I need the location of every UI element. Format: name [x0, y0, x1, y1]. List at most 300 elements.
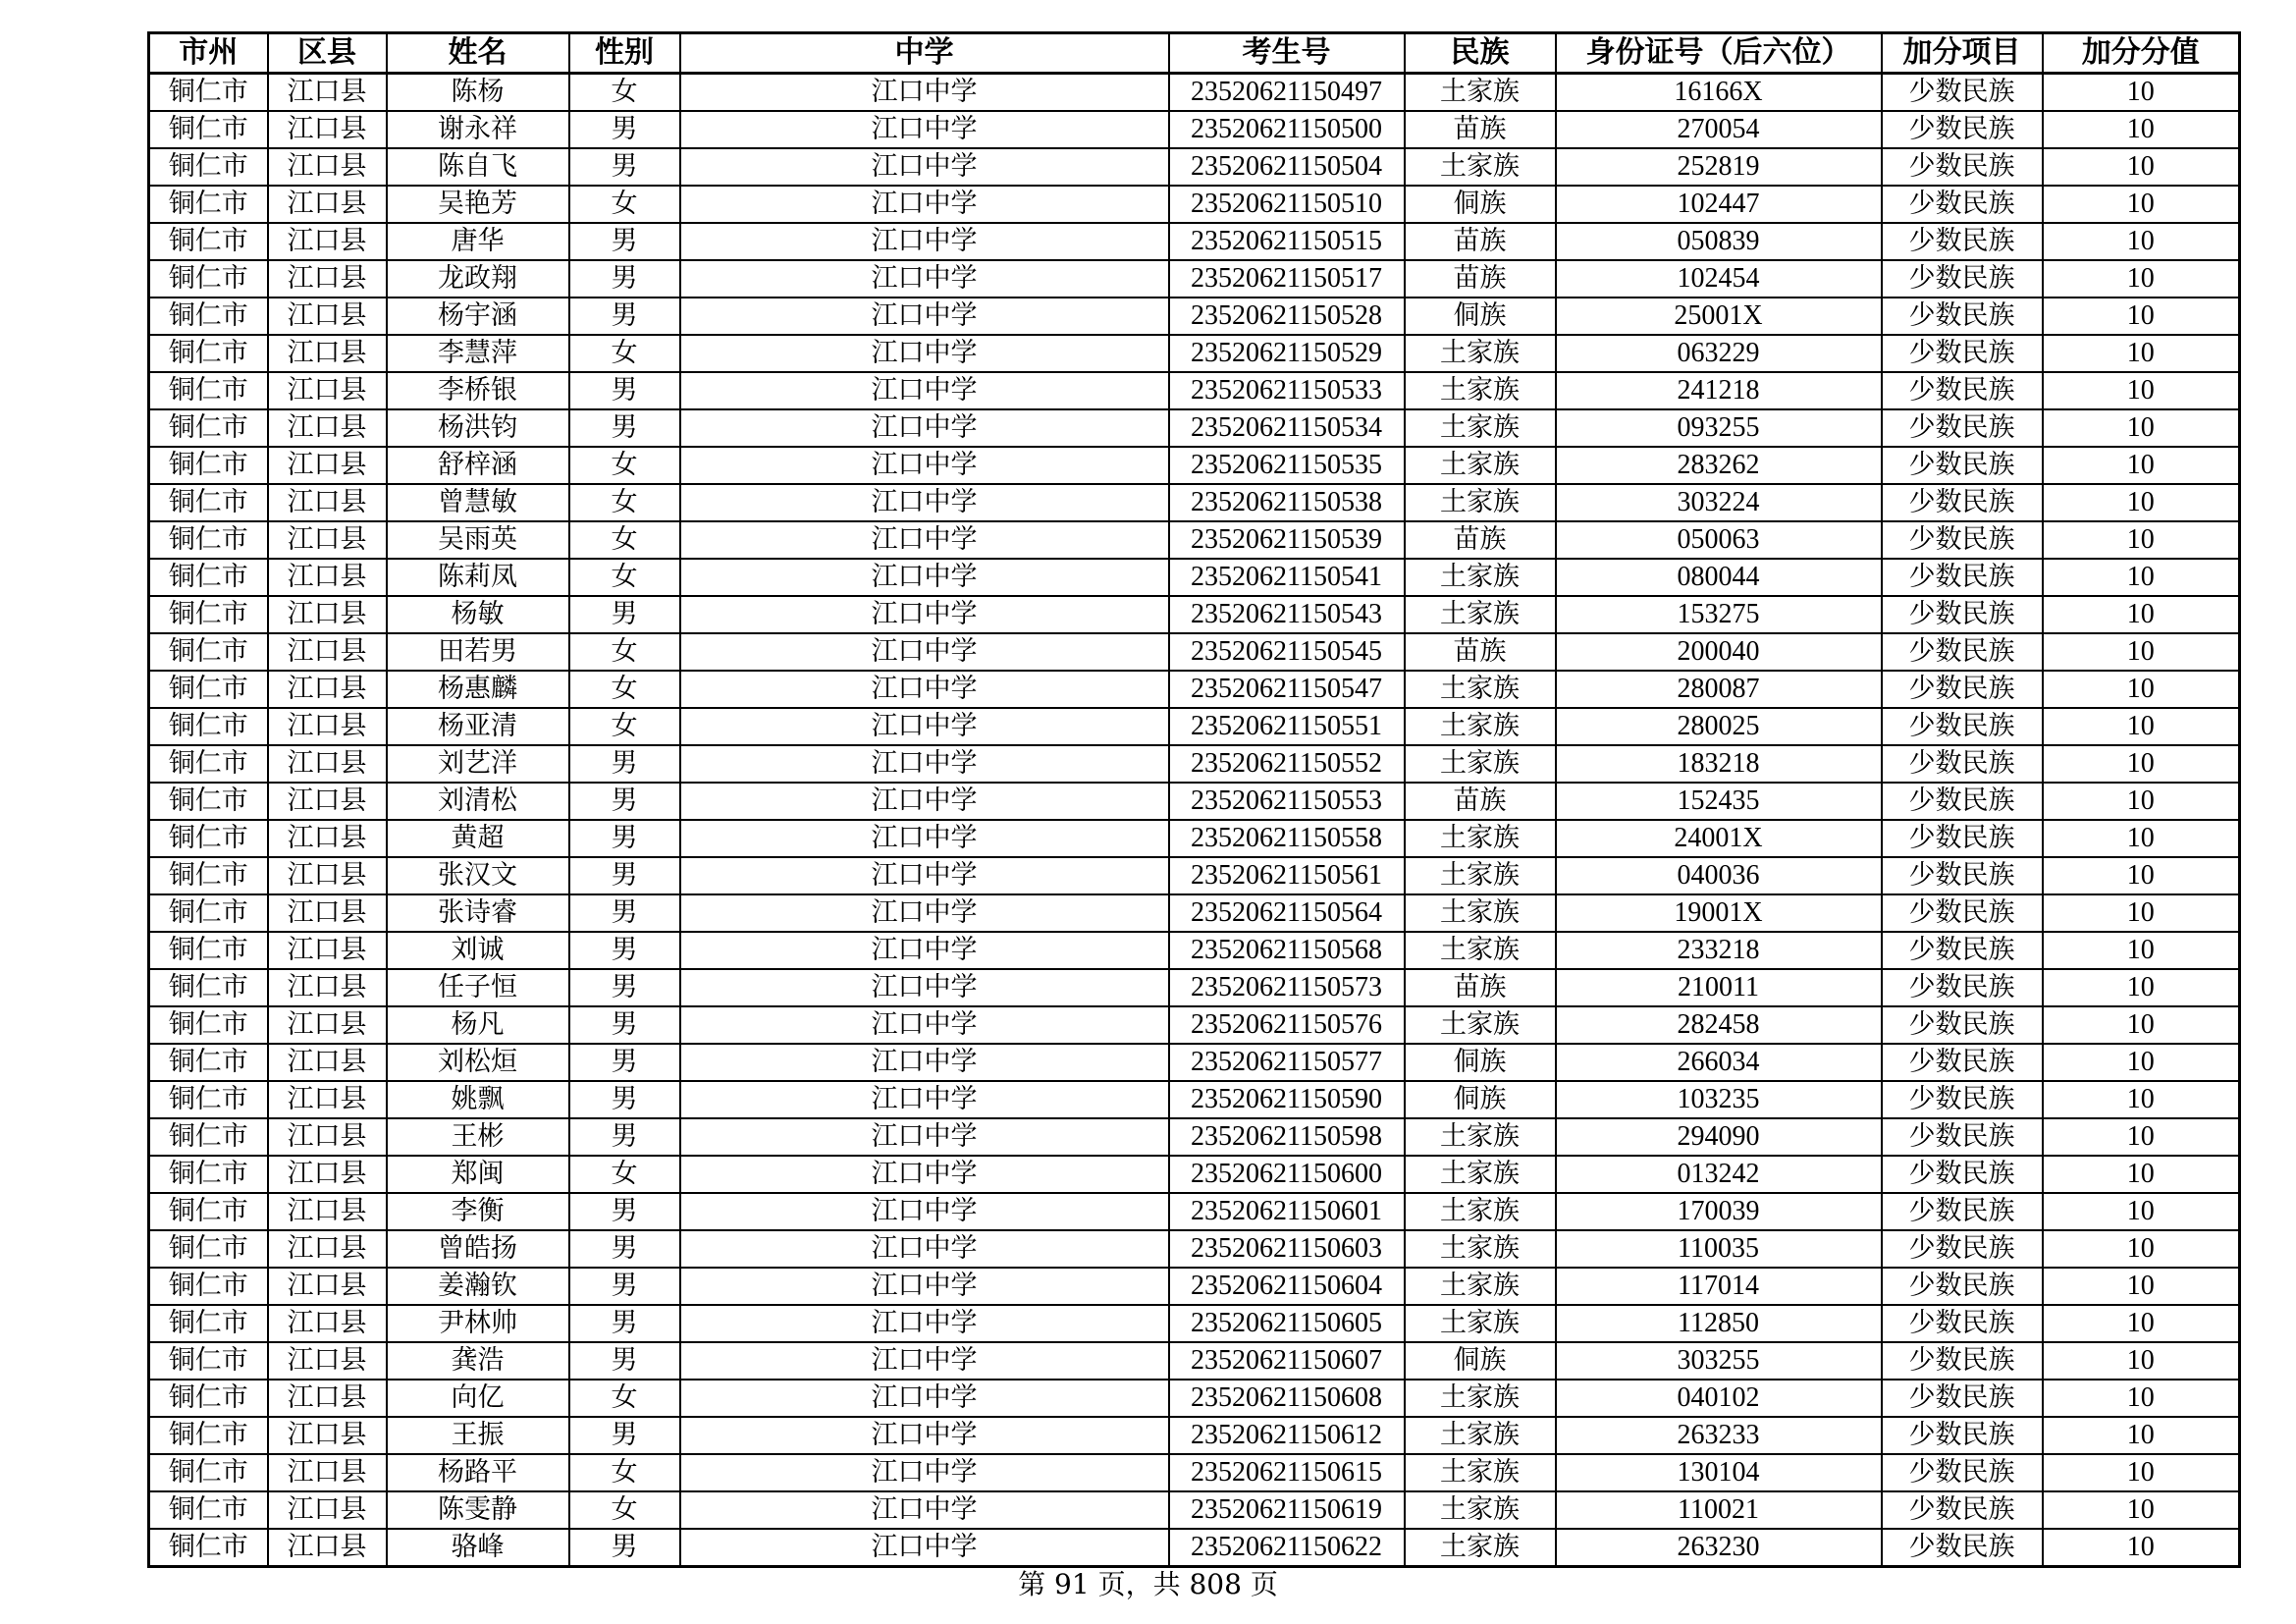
- table-row: [149, 1491, 2240, 1529]
- cell-id-last-six: 050063: [1556, 521, 1882, 559]
- cell-bonus-item: 少数民族: [1882, 1342, 2043, 1380]
- cell-school: 江口中学: [680, 596, 1169, 633]
- cell-school: 江口中学: [680, 857, 1169, 894]
- cell-city: 铜仁市: [149, 1342, 268, 1380]
- cell-ethnicity: 土家族: [1405, 409, 1556, 447]
- cell-exam-number: 23520621150601: [1169, 1193, 1405, 1230]
- cell-id-last-six: 110021: [1556, 1491, 1882, 1529]
- cell-gender: 女: [569, 1454, 680, 1491]
- table-row: [149, 223, 2240, 260]
- cell-bonus-points: 10: [2043, 260, 2240, 298]
- cell-city: 铜仁市: [149, 1006, 268, 1044]
- header-city: 市州: [149, 33, 268, 74]
- cell-name: 李桥银: [387, 372, 569, 409]
- cell-school: 江口中学: [680, 372, 1169, 409]
- cell-bonus-points: 10: [2043, 1529, 2240, 1567]
- cell-school: 江口中学: [680, 1268, 1169, 1305]
- cell-school: 江口中学: [680, 484, 1169, 521]
- cell-name: 张汉文: [387, 857, 569, 894]
- cell-bonus-points: 10: [2043, 894, 2240, 932]
- cell-county: 江口县: [268, 186, 387, 223]
- cell-school: 江口中学: [680, 447, 1169, 484]
- cell-city: 铜仁市: [149, 671, 268, 708]
- cell-name: 李衡: [387, 1193, 569, 1230]
- cell-id-last-six: 270054: [1556, 111, 1882, 148]
- cell-id-last-six: 263233: [1556, 1417, 1882, 1454]
- cell-bonus-item: 少数民族: [1882, 1081, 2043, 1118]
- cell-school: 江口中学: [680, 708, 1169, 745]
- cell-county: 江口县: [268, 1342, 387, 1380]
- cell-name: 杨凡: [387, 1006, 569, 1044]
- cell-id-last-six: 263230: [1556, 1529, 1882, 1567]
- cell-id-last-six: 112850: [1556, 1305, 1882, 1342]
- cell-school: 江口中学: [680, 1193, 1169, 1230]
- cell-city: 铜仁市: [149, 633, 268, 671]
- cell-bonus-item: 少数民族: [1882, 148, 2043, 186]
- cell-bonus-points: 10: [2043, 633, 2240, 671]
- cell-bonus-item: 少数民族: [1882, 633, 2043, 671]
- cell-county: 江口县: [268, 1193, 387, 1230]
- cell-name: 骆峰: [387, 1529, 569, 1567]
- cell-id-last-six: 063229: [1556, 335, 1882, 372]
- cell-name: 田若男: [387, 633, 569, 671]
- table-row: [149, 671, 2240, 708]
- cell-school: 江口中学: [680, 1491, 1169, 1529]
- cell-county: 江口县: [268, 1230, 387, 1268]
- cell-name: 姚飘: [387, 1081, 569, 1118]
- cell-id-last-six: 280025: [1556, 708, 1882, 745]
- cell-school: 江口中学: [680, 1081, 1169, 1118]
- header-county: 区县: [268, 33, 387, 74]
- cell-bonus-points: 10: [2043, 409, 2240, 447]
- cell-bonus-points: 10: [2043, 969, 2240, 1006]
- cell-ethnicity: 土家族: [1405, 1268, 1556, 1305]
- cell-bonus-item: 少数民族: [1882, 708, 2043, 745]
- cell-bonus-item: 少数民族: [1882, 335, 2043, 372]
- cell-exam-number: 23520621150517: [1169, 260, 1405, 298]
- cell-name: 李慧萍: [387, 335, 569, 372]
- table-row: [149, 1417, 2240, 1454]
- cell-exam-number: 23520621150605: [1169, 1305, 1405, 1342]
- cell-name: 杨惠麟: [387, 671, 569, 708]
- header-bonus-item: 加分项目: [1882, 33, 2043, 74]
- cell-bonus-points: 10: [2043, 1044, 2240, 1081]
- cell-gender: 男: [569, 1529, 680, 1567]
- cell-id-last-six: 013242: [1556, 1156, 1882, 1193]
- cell-name: 刘诚: [387, 932, 569, 969]
- cell-gender: 女: [569, 1156, 680, 1193]
- cell-id-last-six: 266034: [1556, 1044, 1882, 1081]
- cell-ethnicity: 侗族: [1405, 1342, 1556, 1380]
- cell-city: 铜仁市: [149, 783, 268, 820]
- cell-bonus-item: 少数民族: [1882, 1006, 2043, 1044]
- cell-bonus-points: 10: [2043, 1342, 2240, 1380]
- cell-ethnicity: 土家族: [1405, 671, 1556, 708]
- cell-bonus-item: 少数民族: [1882, 484, 2043, 521]
- cell-school: 江口中学: [680, 1454, 1169, 1491]
- cell-gender: 男: [569, 932, 680, 969]
- cell-id-last-six: 303224: [1556, 484, 1882, 521]
- cell-county: 江口县: [268, 1006, 387, 1044]
- cell-name: 姜瀚钦: [387, 1268, 569, 1305]
- cell-ethnicity: 土家族: [1405, 372, 1556, 409]
- cell-bonus-item: 少数民族: [1882, 1193, 2043, 1230]
- cell-city: 铜仁市: [149, 1268, 268, 1305]
- cell-exam-number: 23520621150497: [1169, 74, 1405, 112]
- cell-city: 铜仁市: [149, 1491, 268, 1529]
- cell-ethnicity: 土家族: [1405, 820, 1556, 857]
- cell-ethnicity: 土家族: [1405, 148, 1556, 186]
- cell-ethnicity: 土家族: [1405, 708, 1556, 745]
- table-row: [149, 1305, 2240, 1342]
- cell-name: 陈莉凤: [387, 559, 569, 596]
- cell-county: 江口县: [268, 1156, 387, 1193]
- cell-county: 江口县: [268, 484, 387, 521]
- cell-gender: 男: [569, 409, 680, 447]
- cell-name: 龙政翔: [387, 260, 569, 298]
- cell-id-last-six: 117014: [1556, 1268, 1882, 1305]
- cell-school: 江口中学: [680, 335, 1169, 372]
- cell-bonus-points: 10: [2043, 932, 2240, 969]
- cell-id-last-six: 130104: [1556, 1454, 1882, 1491]
- cell-name: 刘清松: [387, 783, 569, 820]
- header-school: 中学: [680, 33, 1169, 74]
- cell-exam-number: 23520621150615: [1169, 1454, 1405, 1491]
- cell-bonus-points: 10: [2043, 372, 2240, 409]
- cell-county: 江口县: [268, 596, 387, 633]
- cell-school: 江口中学: [680, 671, 1169, 708]
- cell-school: 江口中学: [680, 1156, 1169, 1193]
- cell-school: 江口中学: [680, 409, 1169, 447]
- cell-bonus-points: 10: [2043, 1380, 2240, 1417]
- cell-ethnicity: 土家族: [1405, 1491, 1556, 1529]
- cell-exam-number: 23520621150608: [1169, 1380, 1405, 1417]
- cell-county: 江口县: [268, 1454, 387, 1491]
- cell-exam-number: 23520621150576: [1169, 1006, 1405, 1044]
- cell-county: 江口县: [268, 1305, 387, 1342]
- cell-county: 江口县: [268, 559, 387, 596]
- cell-gender: 男: [569, 1006, 680, 1044]
- cell-ethnicity: 土家族: [1405, 484, 1556, 521]
- cell-exam-number: 23520621150598: [1169, 1118, 1405, 1156]
- cell-county: 江口县: [268, 1491, 387, 1529]
- cell-id-last-six: 280087: [1556, 671, 1882, 708]
- cell-bonus-item: 少数民族: [1882, 559, 2043, 596]
- cell-county: 江口县: [268, 1044, 387, 1081]
- cell-id-last-six: 303255: [1556, 1342, 1882, 1380]
- cell-gender: 女: [569, 484, 680, 521]
- table-row: [149, 1454, 2240, 1491]
- cell-name: 王彬: [387, 1118, 569, 1156]
- cell-county: 江口县: [268, 111, 387, 148]
- cell-school: 江口中学: [680, 298, 1169, 335]
- cell-city: 铜仁市: [149, 1156, 268, 1193]
- cell-gender: 女: [569, 335, 680, 372]
- cell-county: 江口县: [268, 857, 387, 894]
- cell-bonus-item: 少数民族: [1882, 1044, 2043, 1081]
- cell-name: 杨亚清: [387, 708, 569, 745]
- cell-gender: 男: [569, 1268, 680, 1305]
- cell-exam-number: 23520621150573: [1169, 969, 1405, 1006]
- cell-bonus-points: 10: [2043, 111, 2240, 148]
- cell-city: 铜仁市: [149, 298, 268, 335]
- cell-id-last-six: 170039: [1556, 1193, 1882, 1230]
- cell-ethnicity: 苗族: [1405, 260, 1556, 298]
- cell-bonus-item: 少数民族: [1882, 671, 2043, 708]
- cell-name: 谢永祥: [387, 111, 569, 148]
- header-ethnicity: 民族: [1405, 33, 1556, 74]
- table-row: [149, 298, 2240, 335]
- cell-bonus-points: 10: [2043, 1156, 2240, 1193]
- cell-bonus-item: 少数民族: [1882, 820, 2043, 857]
- cell-bonus-item: 少数民族: [1882, 409, 2043, 447]
- cell-bonus-item: 少数民族: [1882, 372, 2043, 409]
- cell-county: 江口县: [268, 223, 387, 260]
- table-row: [149, 969, 2240, 1006]
- cell-id-last-six: 110035: [1556, 1230, 1882, 1268]
- cell-gender: 男: [569, 1342, 680, 1380]
- cell-id-last-six: 16166X: [1556, 74, 1882, 112]
- cell-school: 江口中学: [680, 1118, 1169, 1156]
- cell-ethnicity: 土家族: [1405, 74, 1556, 112]
- cell-gender: 女: [569, 74, 680, 112]
- cell-exam-number: 23520621150533: [1169, 372, 1405, 409]
- cell-county: 江口县: [268, 1529, 387, 1567]
- cell-county: 江口县: [268, 1118, 387, 1156]
- table-row: [149, 111, 2240, 148]
- cell-id-last-six: 152435: [1556, 783, 1882, 820]
- cell-exam-number: 23520621150551: [1169, 708, 1405, 745]
- cell-school: 江口中学: [680, 1342, 1169, 1380]
- cell-gender: 女: [569, 708, 680, 745]
- cell-ethnicity: 土家族: [1405, 1380, 1556, 1417]
- cell-city: 铜仁市: [149, 1118, 268, 1156]
- cell-bonus-points: 10: [2043, 671, 2240, 708]
- cell-id-last-six: 25001X: [1556, 298, 1882, 335]
- cell-gender: 男: [569, 783, 680, 820]
- cell-ethnicity: 土家族: [1405, 894, 1556, 932]
- cell-id-last-six: 183218: [1556, 745, 1882, 783]
- cell-gender: 男: [569, 1417, 680, 1454]
- cell-county: 江口县: [268, 372, 387, 409]
- cell-school: 江口中学: [680, 783, 1169, 820]
- cell-exam-number: 23520621150539: [1169, 521, 1405, 559]
- cell-county: 江口县: [268, 783, 387, 820]
- cell-bonus-item: 少数民族: [1882, 596, 2043, 633]
- cell-id-last-six: 050839: [1556, 223, 1882, 260]
- cell-name: 曾皓扬: [387, 1230, 569, 1268]
- cell-name: 唐华: [387, 223, 569, 260]
- cell-school: 江口中学: [680, 820, 1169, 857]
- cell-bonus-item: 少数民族: [1882, 932, 2043, 969]
- cell-gender: 男: [569, 1230, 680, 1268]
- cell-ethnicity: 土家族: [1405, 1454, 1556, 1491]
- cell-county: 江口县: [268, 298, 387, 335]
- cell-ethnicity: 土家族: [1405, 1006, 1556, 1044]
- table-body: [149, 74, 2240, 1567]
- cell-gender: 女: [569, 447, 680, 484]
- cell-city: 铜仁市: [149, 148, 268, 186]
- cell-ethnicity: 苗族: [1405, 969, 1556, 1006]
- cell-city: 铜仁市: [149, 969, 268, 1006]
- cell-name: 陈雯静: [387, 1491, 569, 1529]
- cell-ethnicity: 苗族: [1405, 223, 1556, 260]
- cell-bonus-item: 少数民族: [1882, 447, 2043, 484]
- cell-exam-number: 23520621150600: [1169, 1156, 1405, 1193]
- cell-school: 江口中学: [680, 1230, 1169, 1268]
- table-row: [149, 559, 2240, 596]
- cell-name: 杨宇涵: [387, 298, 569, 335]
- cell-city: 铜仁市: [149, 708, 268, 745]
- cell-bonus-points: 10: [2043, 521, 2240, 559]
- cell-ethnicity: 土家族: [1405, 1417, 1556, 1454]
- table-row: [149, 708, 2240, 745]
- cell-exam-number: 23520621150510: [1169, 186, 1405, 223]
- cell-bonus-points: 10: [2043, 148, 2240, 186]
- cell-gender: 男: [569, 820, 680, 857]
- cell-ethnicity: 土家族: [1405, 559, 1556, 596]
- cell-ethnicity: 土家族: [1405, 1156, 1556, 1193]
- cell-ethnicity: 土家族: [1405, 335, 1556, 372]
- table-row: [149, 745, 2240, 783]
- cell-bonus-points: 10: [2043, 223, 2240, 260]
- cell-id-last-six: 210011: [1556, 969, 1882, 1006]
- cell-bonus-points: 10: [2043, 298, 2240, 335]
- cell-ethnicity: 侗族: [1405, 186, 1556, 223]
- cell-school: 江口中学: [680, 186, 1169, 223]
- cell-gender: 女: [569, 559, 680, 596]
- cell-county: 江口县: [268, 521, 387, 559]
- table-row: [149, 447, 2240, 484]
- table-header-row: [149, 33, 2240, 74]
- cell-city: 铜仁市: [149, 894, 268, 932]
- cell-county: 江口县: [268, 409, 387, 447]
- cell-exam-number: 23520621150553: [1169, 783, 1405, 820]
- cell-bonus-item: 少数民族: [1882, 1380, 2043, 1417]
- cell-id-last-six: 040036: [1556, 857, 1882, 894]
- cell-ethnicity: 土家族: [1405, 1305, 1556, 1342]
- cell-county: 江口县: [268, 708, 387, 745]
- cell-school: 江口中学: [680, 1380, 1169, 1417]
- table-row: [149, 1193, 2240, 1230]
- cell-name: 张诗睿: [387, 894, 569, 932]
- cell-gender: 男: [569, 298, 680, 335]
- table-row: [149, 820, 2240, 857]
- cell-name: 尹林帅: [387, 1305, 569, 1342]
- table-row: [149, 1044, 2240, 1081]
- cell-exam-number: 23520621150558: [1169, 820, 1405, 857]
- cell-school: 江口中学: [680, 633, 1169, 671]
- cell-name: 杨洪钧: [387, 409, 569, 447]
- cell-school: 江口中学: [680, 894, 1169, 932]
- cell-city: 铜仁市: [149, 409, 268, 447]
- cell-gender: 男: [569, 745, 680, 783]
- cell-name: 杨敏: [387, 596, 569, 633]
- cell-bonus-points: 10: [2043, 708, 2240, 745]
- table-row: [149, 521, 2240, 559]
- cell-bonus-points: 10: [2043, 484, 2240, 521]
- cell-ethnicity: 土家族: [1405, 1193, 1556, 1230]
- cell-bonus-item: 少数民族: [1882, 298, 2043, 335]
- admission-bonus-table: [147, 31, 2241, 1568]
- cell-bonus-item: 少数民族: [1882, 1417, 2043, 1454]
- cell-city: 铜仁市: [149, 820, 268, 857]
- cell-county: 江口县: [268, 1268, 387, 1305]
- cell-bonus-item: 少数民族: [1882, 111, 2043, 148]
- cell-county: 江口县: [268, 820, 387, 857]
- cell-county: 江口县: [268, 260, 387, 298]
- cell-county: 江口县: [268, 148, 387, 186]
- cell-bonus-points: 10: [2043, 1491, 2240, 1529]
- cell-id-last-six: 294090: [1556, 1118, 1882, 1156]
- cell-county: 江口县: [268, 447, 387, 484]
- cell-bonus-item: 少数民族: [1882, 1454, 2043, 1491]
- cell-school: 江口中学: [680, 521, 1169, 559]
- cell-bonus-points: 10: [2043, 1230, 2240, 1268]
- cell-gender: 男: [569, 894, 680, 932]
- cell-id-last-six: 24001X: [1556, 820, 1882, 857]
- cell-city: 铜仁市: [149, 111, 268, 148]
- table-row: [149, 409, 2240, 447]
- cell-county: 江口县: [268, 1380, 387, 1417]
- page-number-label: 第 91 页，共 808 页: [1018, 1568, 1278, 1600]
- cell-school: 江口中学: [680, 1006, 1169, 1044]
- cell-bonus-points: 10: [2043, 1006, 2240, 1044]
- cell-bonus-points: 10: [2043, 783, 2240, 820]
- cell-school: 江口中学: [680, 1417, 1169, 1454]
- cell-bonus-item: 少数民族: [1882, 223, 2043, 260]
- cell-ethnicity: 土家族: [1405, 447, 1556, 484]
- cell-school: 江口中学: [680, 932, 1169, 969]
- cell-school: 江口中学: [680, 969, 1169, 1006]
- cell-bonus-item: 少数民族: [1882, 745, 2043, 783]
- cell-bonus-points: 10: [2043, 857, 2240, 894]
- cell-gender: 女: [569, 1491, 680, 1529]
- cell-city: 铜仁市: [149, 559, 268, 596]
- cell-name: 吴雨英: [387, 521, 569, 559]
- cell-gender: 男: [569, 111, 680, 148]
- cell-name: 曾慧敏: [387, 484, 569, 521]
- cell-ethnicity: 侗族: [1405, 298, 1556, 335]
- cell-gender: 女: [569, 633, 680, 671]
- cell-exam-number: 23520621150561: [1169, 857, 1405, 894]
- header-gender: 性别: [569, 33, 680, 74]
- cell-exam-number: 23520621150535: [1169, 447, 1405, 484]
- cell-name: 刘松烜: [387, 1044, 569, 1081]
- cell-city: 铜仁市: [149, 1305, 268, 1342]
- cell-city: 铜仁市: [149, 1417, 268, 1454]
- table-row: [149, 186, 2240, 223]
- cell-city: 铜仁市: [149, 1529, 268, 1567]
- header-bonus-points: 加分分值: [2043, 33, 2240, 74]
- cell-city: 铜仁市: [149, 745, 268, 783]
- cell-exam-number: 23520621150528: [1169, 298, 1405, 335]
- cell-county: 江口县: [268, 932, 387, 969]
- cell-bonus-points: 10: [2043, 559, 2240, 596]
- cell-gender: 男: [569, 1305, 680, 1342]
- cell-exam-number: 23520621150577: [1169, 1044, 1405, 1081]
- cell-school: 江口中学: [680, 111, 1169, 148]
- cell-ethnicity: 苗族: [1405, 633, 1556, 671]
- table-row: [149, 1081, 2240, 1118]
- cell-ethnicity: 苗族: [1405, 111, 1556, 148]
- cell-bonus-points: 10: [2043, 447, 2240, 484]
- cell-exam-number: 23520621150500: [1169, 111, 1405, 148]
- table-row: [149, 932, 2240, 969]
- cell-exam-number: 23520621150529: [1169, 335, 1405, 372]
- cell-bonus-points: 10: [2043, 1268, 2240, 1305]
- cell-city: 铜仁市: [149, 335, 268, 372]
